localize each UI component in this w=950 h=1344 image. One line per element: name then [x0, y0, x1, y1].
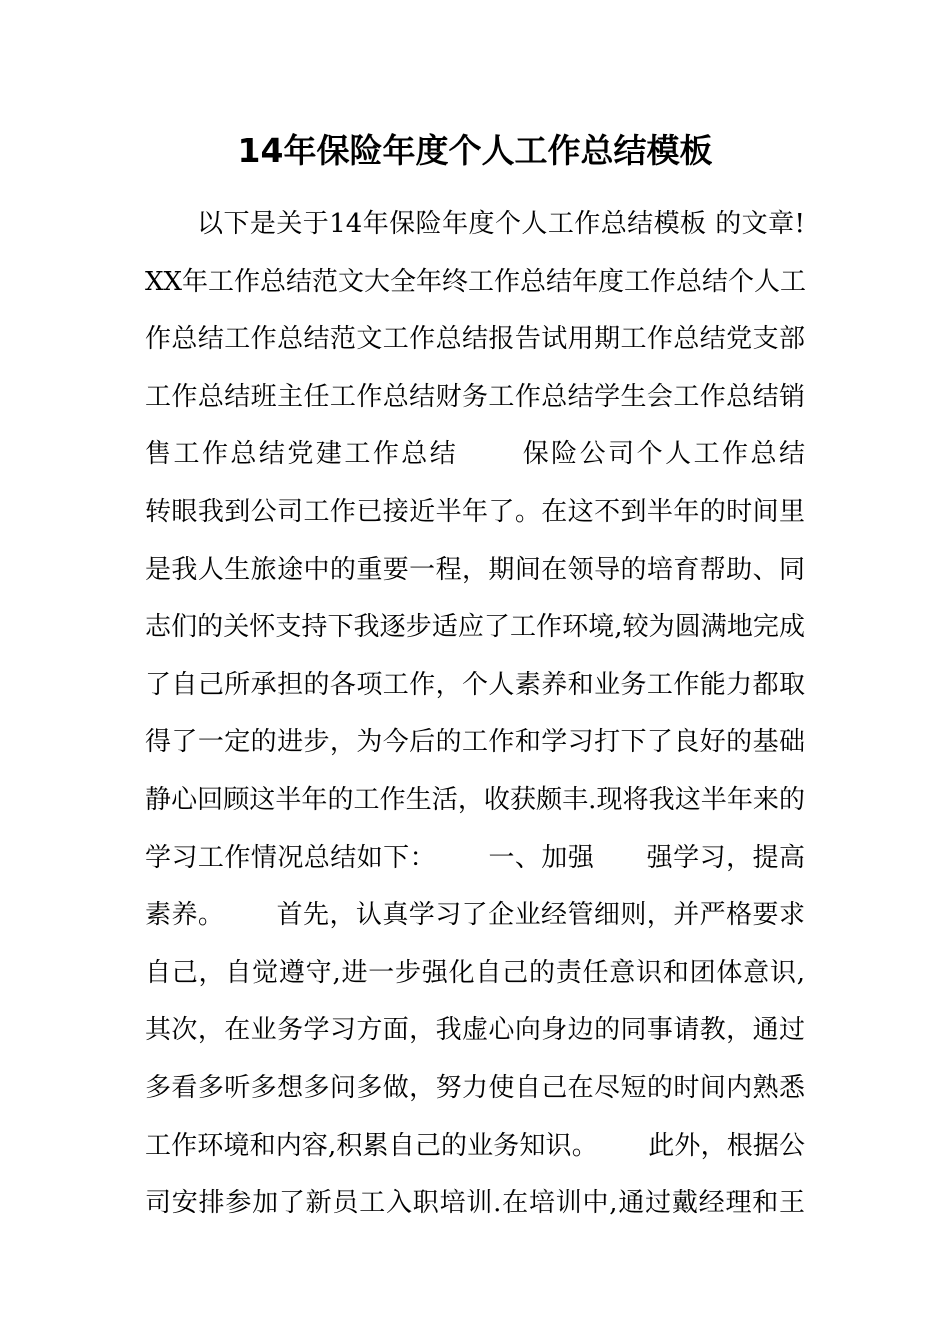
document-body: [145, 196, 805, 1233]
body-line: 工作总结班主任工作总结财务工作总结学生会工作总结销: [145, 381, 805, 412]
body-line: 志们的关怀支持下我逐步适应了工作环境,较为圆满地完成: [145, 612, 805, 643]
body-line: XX年工作总结范文大全年终工作总结年度工作总结个人工: [145, 266, 807, 297]
body-line: 工作环境和内容,积累自己的业务知识。 此外，根据公: [145, 1130, 805, 1161]
body-line: 是我人生旅途中的重要一程，期间在领导的培育帮助、同: [145, 554, 805, 585]
body-line: 多看多听多想多问多做，努力使自己在尽短的时间内熟悉: [145, 1072, 805, 1103]
body-line: 素养。 首先，认真学习了企业经管细则，并严格要求: [145, 900, 805, 931]
body-line: 转眼我到公司工作已接近半年了。在这不到半年的时间里: [145, 496, 805, 527]
body-line: 得了一定的进步，为今后的工作和学习打下了良好的基础: [145, 727, 805, 758]
body-line: 作总结工作总结范文工作总结报告试用期工作总结党支部: [145, 324, 805, 355]
body-line: 学习工作情况总结如下： 一、加强 强学习，提高: [145, 842, 805, 873]
body-line: 静心回顾这半年的工作生活，收获颇丰.现将我这半年来的: [145, 784, 805, 815]
body-line: 售工作总结党建工作总结 保险公司个人工作总结: [145, 439, 805, 470]
body-line: 司安排参加了新员工入职培训.在培训中,通过戴经理和王: [145, 1188, 805, 1219]
body-line: 自己，自觉遵守,进一步强化自己的责任意识和团体意识,: [145, 957, 805, 988]
body-line: 以下是关于14年保险年度个人工作总结模板 的文章!: [197, 209, 805, 239]
body-line: 了自己所承担的各项工作，个人素养和业务工作能力都取: [145, 669, 805, 700]
document-title: 14年保险年度个人工作总结模板: [237, 131, 713, 170]
body-line: 其次，在业务学习方面，我虚心向身边的同事请教，通过: [145, 1015, 805, 1046]
